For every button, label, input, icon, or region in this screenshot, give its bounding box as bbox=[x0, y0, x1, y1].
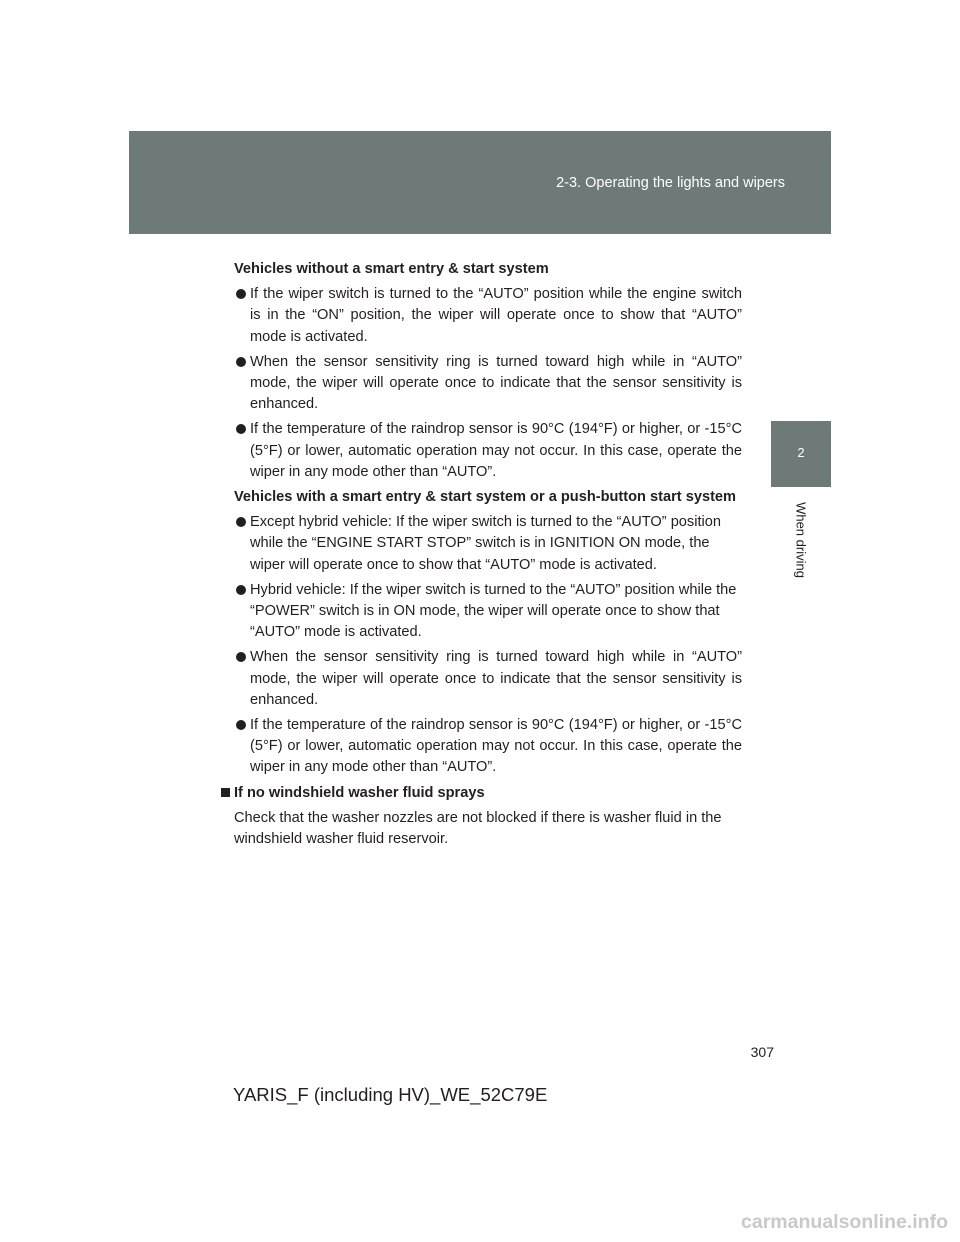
list-item bbox=[218, 647, 742, 711]
list-item bbox=[218, 715, 742, 779]
list-item bbox=[218, 419, 742, 483]
list-item-text: If the temperature of the raindrop sensor is 90°C (194°F) or higher, or -15°C (5°F) or lower, automatic operation may not occur. In this case, operate the wiper in any mode other than “AUTO”. bbox=[250, 717, 742, 776]
bullet-icon bbox=[236, 424, 246, 434]
washer-heading-text: If no windshield washer fluid sprays bbox=[234, 784, 485, 801]
list-item-text: When the sensor sensitivity ring is turned toward high while in “AUTO” mode, the wiper will operate once to indicate that the sensor sensitivity is enhanced. bbox=[250, 353, 742, 413]
document-id: YARIS_F (including HV)_WE_52C79E bbox=[233, 1084, 548, 1105]
list-item-text: When the sensor sensitivity ring is turned toward high while in “AUTO” mode, the wiper will operate once to indicate that the sensor sensitivity is enhanced. bbox=[250, 649, 742, 708]
list-item-text: Except hybrid vehicle: If the wiper switch is turned to the “AUTO” position while the “ENGINE START STOP” switch is in IGNITION ON mode, the wiper will operate once to show that “AUTO” mode is activated. bbox=[250, 514, 721, 573]
page-number: 307 bbox=[750, 1044, 774, 1060]
list-item-text: If the wiper switch is turned to the “AUTO” position while the engine switch is in the “ON” position, the wiper will operate once to show that “AUTO” mode is activated. bbox=[250, 286, 742, 345]
page-content bbox=[218, 259, 742, 850]
list-item bbox=[218, 284, 742, 348]
list-item bbox=[218, 580, 742, 644]
square-bullet-icon bbox=[221, 788, 230, 797]
bullet-icon bbox=[236, 720, 246, 730]
chapter-tab bbox=[771, 421, 831, 487]
section-title: 2-3. Operating the lights and wipers bbox=[556, 175, 785, 191]
bullet-icon bbox=[236, 517, 246, 527]
list-item-text: Hybrid vehicle: If the wiper switch is turned to the “AUTO” position while the “POWER” switch is in ON mode, the wiper will operate once to show that “AUTO” mode is activated. bbox=[250, 581, 737, 641]
chapter-label: When driving bbox=[793, 502, 809, 578]
section-header-band bbox=[129, 131, 831, 234]
bullet-icon bbox=[236, 289, 246, 299]
list-item-text: If the temperature of the raindrop sensor is 90°C (194°F) or higher, or -15°C (5°F) or lower, automatic operation may not occur. In this case, operate the wiper in any mode other than “AUTO”. bbox=[250, 421, 742, 480]
washer-heading bbox=[218, 783, 742, 804]
chapter-number: 2 bbox=[797, 445, 805, 460]
list-item bbox=[218, 352, 742, 416]
watermark: carmanualsonline.info bbox=[741, 1211, 948, 1233]
list-item bbox=[218, 512, 742, 576]
smart-on-heading-text: Vehicles with a smart entry & start system or a push-button start system bbox=[234, 489, 737, 506]
bullet-icon bbox=[236, 652, 246, 662]
bullet-icon bbox=[236, 585, 246, 595]
bullet-icon bbox=[236, 357, 246, 367]
washer-paragraph: Check that the washer nozzles are not blocked if there is washer fluid in the windshield washer fluid reservoir. bbox=[234, 809, 722, 848]
smart-off-heading: Vehicles without a smart entry & start system bbox=[234, 261, 549, 277]
smart-on-heading bbox=[218, 487, 742, 508]
